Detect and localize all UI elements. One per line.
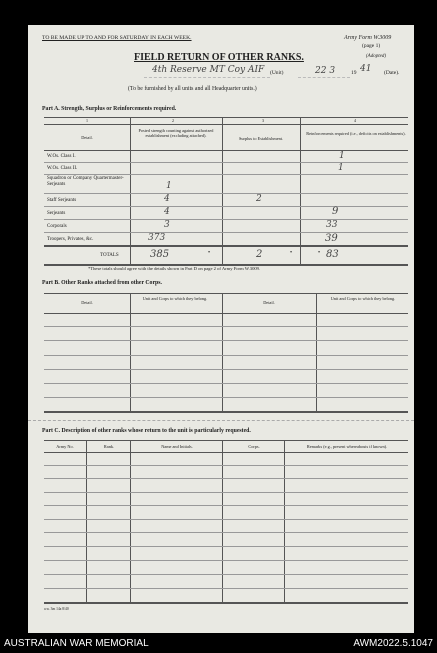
totals-marker-1: • — [208, 250, 211, 256]
totals-surplus: 2 — [256, 249, 263, 260]
part-b-row-rule — [44, 326, 408, 327]
date-value: 22 3 — [315, 66, 336, 76]
row-detail-troopers: Troopers, Privates, &c. — [47, 237, 94, 242]
part-b-col-line-2 — [222, 293, 223, 412]
adopted-label: (Adopted) — [366, 54, 386, 59]
date-dotted-line — [298, 77, 350, 78]
part-c-col-corps: Corps. — [248, 444, 260, 449]
year-value: 41 — [360, 64, 372, 74]
footer-institution: AUSTRALIAN WAR MEMORIAL — [4, 638, 149, 649]
form-title: FIELD RETURN OF OTHER RANKS. — [134, 52, 304, 63]
part-a-footnote: *These totals should agree with the details shown in Part D on page 2 of Army Form W.3009. — [88, 266, 261, 271]
part-a-col-line-3 — [300, 117, 301, 265]
row-rule — [44, 193, 408, 194]
footer-accession-number: AWM2022.5.1047 — [353, 638, 433, 649]
row-detail-wo1: W.Os. Class I. — [47, 154, 76, 159]
part-b-col-line-1 — [130, 293, 131, 412]
totals-label: TOTALS — [100, 253, 119, 258]
part-c-row-rule — [44, 465, 408, 466]
row-reinf-wo1: 1 — [339, 151, 345, 161]
row-rule — [44, 232, 408, 233]
part-b-row-rule — [44, 397, 408, 398]
row-reinf-troopers: 39 — [325, 233, 338, 244]
col-number-2: 2 — [172, 118, 174, 123]
row-posted-troopers: 373 — [148, 233, 166, 243]
row-rule — [44, 174, 408, 175]
print-code: a.w. 3m 14a 8/40 — [44, 607, 69, 611]
part-c-row-rule — [44, 574, 408, 575]
date-label: (Date). — [384, 70, 400, 76]
row-posted-staff-serjeants: 4 — [164, 194, 170, 204]
archive-footer — [0, 636, 437, 653]
row-reinf-corporals: 33 — [326, 220, 338, 230]
part-c-col-remarks: Remarks (e.g., present whereabouts if known). — [306, 444, 388, 449]
page-number: (page 1) — [362, 43, 381, 49]
part-b-col-unit-1: Unit and Corps to which they belong. — [142, 296, 208, 301]
row-posted-cqms: 1 — [166, 181, 172, 191]
top-note: TO BE MADE UP TO AND FOR SATURDAY IN EACH WEEK. — [42, 35, 192, 41]
part-c-heading: Part C. Description of other ranks whose return to the unit is particularly requested. — [42, 428, 251, 434]
part-c-row-rule — [44, 560, 408, 561]
part-b-header-rule — [44, 313, 408, 314]
col-number-4: 4 — [354, 118, 356, 123]
fold-line — [28, 420, 414, 421]
part-c-top-rule — [44, 440, 408, 441]
part-a-col-line-1 — [130, 117, 131, 265]
totals-rule — [44, 245, 408, 247]
unit-dotted-line — [144, 77, 270, 78]
row-surplus-staff-serjeants: 2 — [256, 194, 262, 204]
form-name: Army Form W.3009 — [344, 35, 392, 41]
part-c-row-rule — [44, 505, 408, 506]
row-detail-serjeants: Serjeants — [47, 211, 66, 216]
part-c-bottom-rule — [44, 602, 408, 604]
part-a-heading: Part A. Strength, Surplus or Reinforcements required. — [42, 106, 177, 112]
part-c-row-rule — [44, 492, 408, 493]
row-rule — [44, 162, 408, 163]
col-number-3: 3 — [262, 118, 264, 123]
col-header-detail: Detail. — [81, 135, 93, 140]
part-c-col-rank: Rank. — [103, 444, 115, 449]
row-posted-serjeants: 4 — [164, 207, 170, 217]
part-b-col-detail-1: Detail. — [81, 300, 93, 305]
row-detail-staff-serjeants: Staff Serjeants — [47, 198, 77, 203]
part-b-heading: Part B. Other Ranks attached from other Corps. — [42, 280, 162, 286]
row-reinf-serjeants: 9 — [332, 206, 339, 217]
part-b-row-rule — [44, 340, 408, 341]
part-b-row-rule — [44, 369, 408, 370]
row-rule — [44, 206, 408, 207]
row-posted-corporals: 3 — [164, 220, 170, 230]
col-header-posted: Posted strength counting against authorized establishment (excluding attached). — [138, 128, 214, 139]
totals-marker-2: • — [290, 250, 293, 256]
unit-value: 4th Reserve MT Coy AIF — [152, 65, 265, 75]
part-a-number-rule — [44, 124, 408, 125]
part-c-row-rule — [44, 588, 408, 589]
col-number-1: 1 — [86, 118, 88, 123]
col-header-surplus: Surplus to Establishment. — [238, 136, 284, 141]
row-reinf-wo2: 1 — [338, 163, 344, 173]
part-b-top-rule — [44, 293, 408, 294]
part-b-row-rule — [44, 383, 408, 384]
part-b-col-detail-2: Detail. — [263, 300, 275, 305]
part-a-col-line-2 — [222, 117, 223, 265]
col-header-reinforcements: Reinforcements required (i.e., deficits on establishments). — [306, 131, 406, 136]
part-b-col-unit-2: Unit and Corps to which they belong. — [330, 296, 396, 301]
totals-posted: 385 — [150, 249, 170, 260]
part-c-row-rule — [44, 478, 408, 479]
unit-label: (Unit) — [270, 70, 284, 76]
part-b-col-line-3 — [316, 293, 317, 412]
totals-marker-3: • — [318, 250, 321, 256]
totals-reinf: 83 — [326, 249, 339, 260]
part-b-bottom-rule — [44, 411, 408, 413]
part-a-header-rule — [44, 150, 408, 151]
row-detail-wo2: W.Os. Class II. — [47, 166, 78, 171]
row-rule — [44, 219, 408, 220]
form-subtitle: (To be furnished by all units and all Headquarter units.) — [128, 86, 257, 92]
part-b-row-rule — [44, 355, 408, 356]
form-sheet — [28, 25, 414, 633]
part-c-header-rule — [44, 452, 408, 453]
part-c-row-rule — [44, 519, 408, 520]
row-detail-corporals: Corporals — [47, 224, 67, 229]
part-c-col-name: Name and Initials. — [161, 444, 193, 449]
row-detail-cqms: Squadron or Company Quartermaster-Serjeants — [47, 176, 124, 187]
year-prefix: 19 — [351, 70, 357, 76]
part-c-row-rule — [44, 546, 408, 547]
part-c-col-army-no: Army No. — [56, 444, 74, 449]
part-c-row-rule — [44, 532, 408, 533]
